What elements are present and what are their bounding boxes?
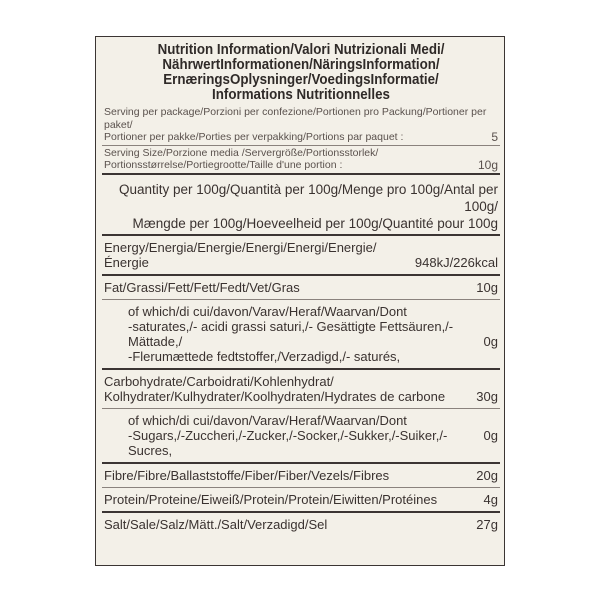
fibre-label: Fibre/Fibre/Ballaststoffe/Fiber/Fiber/Vezels/Fibres: [104, 467, 390, 483]
protein-row: [102, 488, 500, 513]
salt-row: [102, 513, 500, 536]
carbohydrate-value: 30g: [476, 388, 498, 404]
serving-per-package-row: [102, 105, 500, 146]
quantity-header: [102, 175, 500, 236]
title-line: Nutrition Information/Valori Nutrizionali Medi/: [157, 42, 445, 58]
nutrition-label: [95, 36, 505, 566]
fibre-row: [102, 464, 500, 488]
carbohydrate-row: [102, 370, 500, 409]
quantity-header-line: Mængde per 100g/Hoeveelheid per 100g/Quantité pour 100g: [132, 215, 498, 231]
protein-value: 4g: [483, 491, 498, 507]
saturates-label: -saturates,/- acidi grassi saturi,/- Gesättigte Fettsäuren,/- Mättade,/: [128, 318, 454, 349]
salt-value: 27g: [476, 516, 498, 532]
serving-size-value: 10g: [477, 158, 498, 172]
label-title: [118, 43, 484, 103]
saturates-row: [102, 300, 500, 370]
saturates-value: 0g: [483, 333, 498, 349]
sugars-row: [102, 409, 500, 464]
salt-label: Salt/Sale/Salz/Mätt./Salt/Verzadigd/Sel: [104, 516, 328, 532]
title-line: Informations Nutritionnelles: [212, 87, 390, 103]
saturates-label: -Flerumættede fedtstoffer,/Verzadigd,/- saturés,: [128, 348, 401, 364]
protein-label: Protein/Proteine/Eiweiß/Protein/Protein/Eiwitten/Protéines: [104, 491, 438, 507]
sugars-value: 0g: [483, 427, 498, 443]
quantity-header-line: Quantity per 100g/Quantità per 100g/Menge pro 100g/Antal per 100g/: [118, 181, 498, 214]
title-line: NährwertInformationen/NäringsInformation/: [162, 57, 440, 73]
serving-size-row: [102, 146, 500, 175]
carbohydrate-label: Carbohydrate/Carboidrati/Kohlenhydrat/: [104, 373, 334, 389]
title-line: ErnæringsOplysninger/VoedingsInformatie/: [163, 72, 439, 88]
serving-size-label: Serving Size/Porzione media /Servergröße/Portionsstorlek/: [104, 146, 379, 159]
serving-per-package-label: Serving per package/Porzioni per confezione/Portionen pro Packung/Portioner per paket/: [104, 106, 487, 131]
sugars-label: of which/di cui/davon/Varav/Heraf/Waarvan/Dont: [128, 412, 407, 428]
energy-label: Energy/Energia/Energie/Energi/Energi/Energie/Énergie: [104, 239, 377, 270]
carbohydrate-label: Kolhydrater/Kulhydrater/Koolhydraten/Hydrates de carbone: [104, 388, 446, 404]
fibre-value: 20g: [476, 467, 498, 483]
fat-row: [102, 276, 500, 300]
serving-per-package-value: 5: [491, 130, 498, 144]
saturates-label: of which/di cui/davon/Varav/Heraf/Waarvan/Dont: [128, 303, 407, 319]
fat-value: 10g: [476, 279, 498, 295]
serving-per-package-label: Portioner per pakke/Porties per verpakking/Portions par paquet :: [104, 131, 404, 143]
energy-row: [102, 236, 500, 276]
serving-size-label: Portionsstørrelse/Portiegrootte/Taille d'une portion :: [104, 159, 343, 171]
sugars-label: -Sugars,/-Zuccheri,/-Zucker,/-Socker,/-Sukker,/-Suiker,/-Sucres,: [128, 427, 448, 458]
energy-value: 948kJ/226kcal: [414, 254, 498, 270]
fat-label: Fat/Grassi/Fett/Fett/Fedt/Vet/Gras: [104, 279, 300, 295]
